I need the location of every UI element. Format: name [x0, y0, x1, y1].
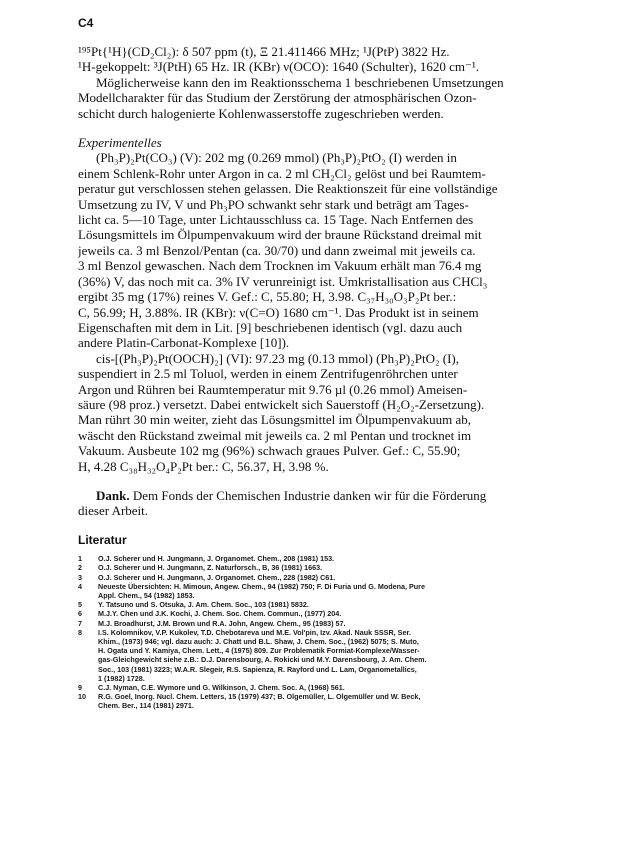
intro-line: Modellcharakter für das Studium der Zerstörung der atmosphärischen Ozon-	[78, 90, 477, 106]
exp-line: Eigenschaften mit dem in Lit. [9] beschriebenen identisch (vgl. dazu auch	[78, 319, 463, 335]
reference-text: gas-Gleichgewicht siehe z.B.: D.J. Darensbourg, A. Rokicki und M.Y. Darensbourg, J. Am. Chem.	[98, 655, 427, 665]
reference-item	[78, 573, 578, 582]
reference-text: O.J. Scherer und H. Jungmann, J. Organomet. Chem., 208 (1981) 153.	[98, 554, 335, 564]
reference-text: Y. Tatsuno und S. Otsuka, J. Am. Chem. Soc., 103 (1981) 5832.	[98, 600, 309, 610]
exp-line: einem Schlenk-Rohr unter Argon in ca. 2 ml CH₂Cl₂ gelöst und bei Raumtem-	[78, 165, 486, 181]
intro-line: Möglicherweise kann den im Reaktionsschema 1 beschriebenen Umsetzungen	[96, 74, 504, 90]
reference-text: Neueste Übersichten: H. Mimoun, Angew. Chem., 94 (1982) 750; F. Di Furia und G. Modena, Pure	[98, 581, 425, 591]
reference-item	[78, 619, 578, 628]
reference-item	[78, 628, 578, 683]
exp-line: andere Platin-Carbonat-Komplexe [10]).	[78, 335, 290, 351]
reference-item	[78, 609, 578, 618]
exp-line: Vakuum. Ausbeute 102 mg (96%) schwach graues Pulver. Gef.: C, 55.90;	[78, 443, 461, 459]
exp-line: Lösungsmittels im Ölpumpenvakuum wird der braune Rückstand dreimal mit	[78, 227, 482, 243]
reference-text: Chem. Ber., 114 (1981) 2971.	[98, 701, 194, 711]
reference-text: M.J.Y. Chen und J.K. Kochi, J. Chem. Soc. Chem. Commun., (1977) 204.	[98, 609, 342, 619]
reference-number: 5	[78, 600, 82, 610]
exp-line: säure (98 proz.) versetzt. Dabei entwickelt sich Sauerstoff (H₂O₂-Zersetzung).	[78, 396, 485, 412]
reference-item	[78, 563, 578, 572]
reference-number: 10	[78, 692, 86, 702]
reference-text: Appl. Chem., 54 (1982) 1853.	[98, 591, 195, 600]
reference-text: 1 (1982) 1728.	[98, 673, 145, 683]
reference-item	[78, 600, 578, 609]
reference-text: O.J. Scherer und H. Jungmann, Z. Naturforsch., B, 36 (1981) 1663.	[98, 563, 323, 573]
experimental-paragraph-2	[78, 351, 578, 474]
reference-item	[78, 582, 578, 600]
exp-line: C, 56.99; H, 3.88%. IR (KBr): ν(C=O) 1680 cm⁻¹. Das Produkt ist in seinem	[78, 304, 479, 320]
reference-list	[78, 554, 578, 710]
reference-number: 3	[78, 572, 82, 582]
exp-line: licht ca. 5—10 Tage, unter Lichtausschluss ca. 15 Tage. Nach Entfernen des	[78, 212, 474, 228]
exp-line: Umsetzung zu IV, V und Ph₃PO schwankt sehr stark und beträgt am Tages-	[78, 196, 469, 212]
reference-text: R.G. Goel, Inorg. Nucl. Chem. Letters, 15 (1979) 437; B. Olgemüller, L. Olgemüller und W. Beck,	[98, 692, 421, 702]
exp-line: peratur gut verschlossen stehen gelassen. Die Reaktionszeit für eine vollständige	[78, 181, 498, 197]
acknowledgement-text: dieser Arbeit.	[78, 503, 149, 519]
acknowledgement-text: Dem Fonds der Chemischen Industrie danken wir für die Förderung	[129, 487, 487, 503]
exp-line: H, 4.28 C₃₈H₃₂O₄P₂Pt ber.: C, 56.37, H, 3.98 %.	[78, 458, 329, 474]
reference-text: H. Ogata und Y. Kamiya, Chem. Lett., 4 (1975) 809. Zur Problematik Formiat-Komplexe/Wasser-	[98, 646, 420, 656]
reference-number: 6	[78, 609, 82, 619]
acknowledgement-label: Dank.	[96, 487, 130, 503]
reference-text: C.J. Nyman, C.E. Wymore und G. Wilkinson, J. Chem. Soc. A, (1968) 561.	[98, 683, 345, 693]
exp-line: Argon und Rühren bei Raumtemperatur mit 9.76 µl (0.26 mmol) Ameisen-	[78, 381, 468, 397]
reference-text: Khim., (1973) 946; vgl. dazu auch: J. Chatt und B.L. Shaw, J. Chem. Soc., (1962) 5075; S. Muto,	[98, 637, 419, 647]
reference-text: I.S. Kolomnikov, V.P. Kukolev, T.D. Chebotareva und M.E. Vol'pin, Izv. Akad. Nauk SSSR, Ser.	[98, 627, 411, 637]
reference-number: 9	[78, 683, 82, 693]
experimental-heading: Experimentelles	[78, 135, 162, 151]
reference-number: 1	[78, 554, 82, 564]
reference-number: 4	[78, 581, 82, 591]
intro-paragraph	[78, 75, 578, 121]
exp-line: cis-[(Ph₃P)₂Pt(OOCH)₂] (VI): 97.23 mg (0.13 mmol) (Ph₃P)₂PtO₂ (I),	[96, 350, 460, 366]
article-body	[78, 44, 578, 711]
exp-line: suspendiert in 2.5 ml Toluol, werden in einem Zentrifugenröhrchen unter	[78, 366, 458, 382]
literature-heading: Literatur	[78, 532, 127, 547]
reference-text: M.J. Broadhurst, J.M. Brown und R.A. John, Angew. Chem., 95 (1983) 57.	[98, 618, 346, 628]
exp-line: jeweils ca. 3 ml Benzol/Pentan (ca. 30/70) und dann zweimal mit jeweils ca.	[78, 242, 476, 258]
reference-item	[78, 554, 578, 563]
intro-line: schicht durch halogenierte Kohlenwasserstoffe zugeschrieben werden.	[78, 105, 444, 121]
page-number: C4	[78, 16, 94, 30]
exp-line: ergibt 35 mg (17%) reines V. Gef.: C, 55.80; H, 3.98. C₃₇H₃₀O₃P₂Pt ber.:	[78, 289, 457, 305]
exp-line: 3 ml Benzol gewaschen. Nach dem Trocknen im Vakuum erhält man 76.4 mg	[78, 258, 482, 274]
reference-text: O.J. Scherer und H. Jungmann, J. Organomet. Chem., 228 (1982) C61.	[98, 572, 336, 582]
acknowledgement	[78, 488, 578, 519]
nmr-line-2: ¹H-gekoppelt: ³J(PtH) 65 Hz. IR (KBr) ν(OCO): 1640 (Schulter), 1620 cm⁻¹.	[78, 59, 480, 75]
experimental-paragraph-1	[78, 150, 578, 350]
reference-number: 7	[78, 618, 82, 628]
reference-number: 8	[78, 627, 82, 637]
exp-line: (Ph₃P)₂Pt(CO₃) (V): 202 mg (0.269 mmol) (Ph₃P)₂PtO₂ (I) werden in	[96, 150, 457, 166]
reference-item	[78, 683, 578, 692]
nmr-line-1: ¹⁹⁵Pt{¹H}(CD₂Cl₂): δ 507 ppm (t), Ξ 21.411466 MHz; ¹J(PtP) 3822 Hz.	[78, 44, 450, 59]
exp-line: (36%) V, das noch mit ca. 3% IV verunreinigt ist. Umkristallisation aus CHCl₃	[78, 273, 488, 289]
exp-line: Man rührt 30 min weiter, zieht das Lösungsmittel im Ölpumpenvakuum ab,	[78, 412, 472, 428]
reference-number: 2	[78, 563, 82, 573]
exp-line: wäscht den Rückstand zweimal mit jeweils ca. 2 ml Pentan und trocknet im	[78, 427, 472, 443]
reference-text: Soc., 103 (1981) 3223; W.A.R. Slegeir, R.S. Sapienza, R. Rayford und L. Lam, Organometallics,	[98, 664, 417, 674]
reference-item	[78, 692, 578, 710]
